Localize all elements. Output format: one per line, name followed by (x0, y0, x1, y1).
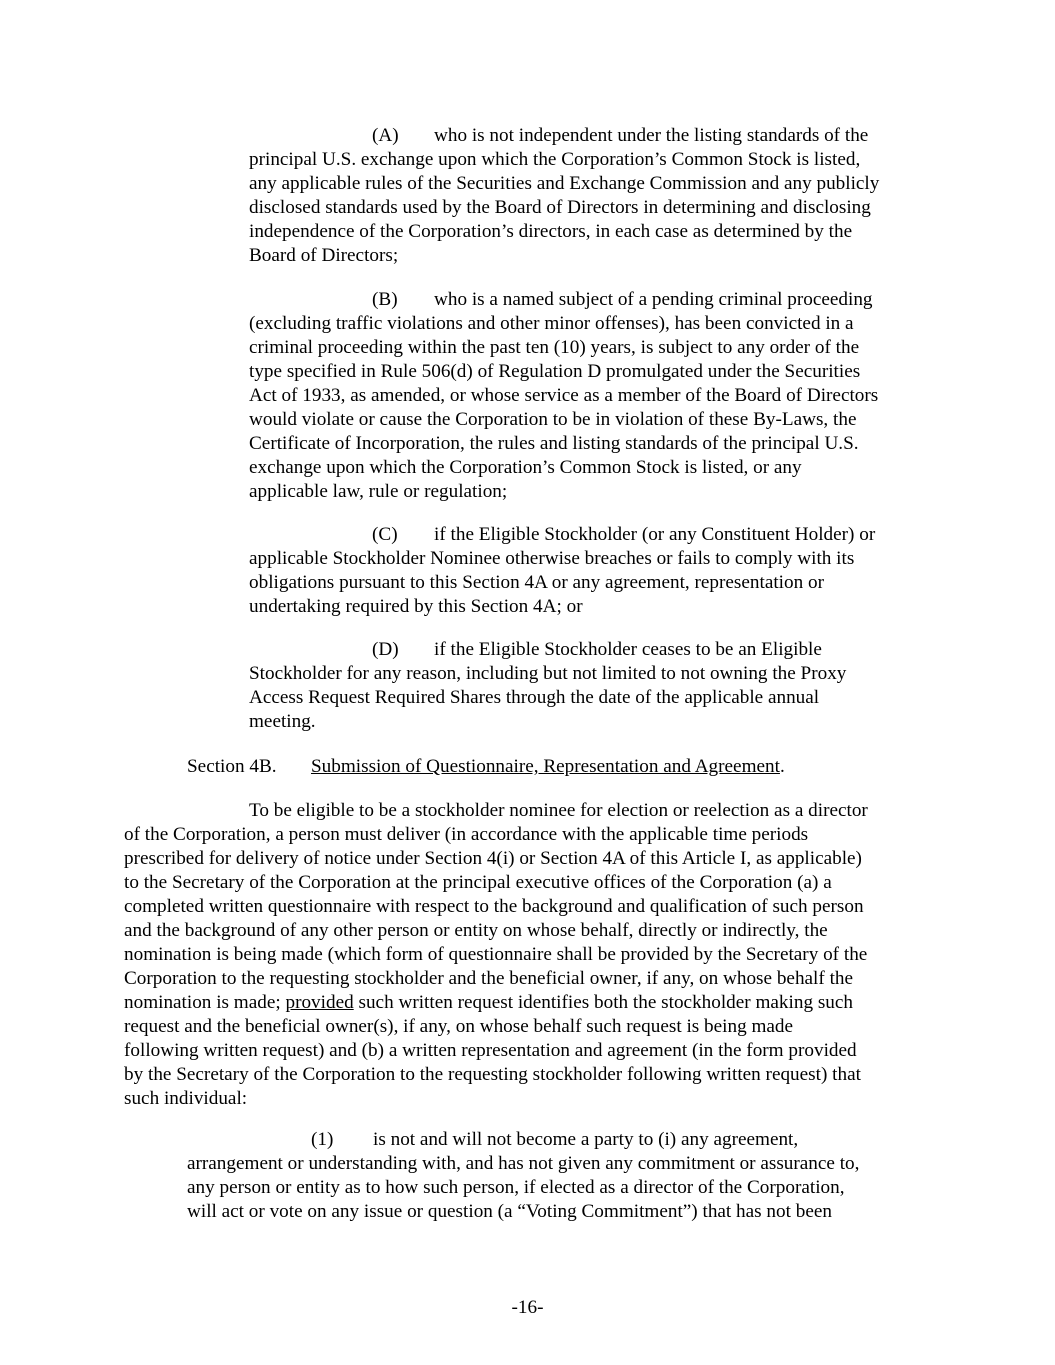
clause-a-marker: (A) (372, 125, 399, 146)
clause-d (249, 638, 949, 734)
clause-a-line: independence of the Corporation’s directors, in each case as determined by the (249, 221, 853, 242)
clause-b-line: criminal proceeding within the past ten (10) years, is subject to any order of the (249, 337, 860, 358)
clause-d-line: if the Eligible Stockholder ceases to be an Eligible (434, 639, 822, 660)
clause-b-first-line (249, 288, 949, 312)
item-1-line: is not and will not become a party to (i) any agreement, (373, 1129, 799, 1150)
clause-a (249, 124, 949, 268)
provided-line-prefix: nomination is made; (124, 992, 286, 1013)
clause-a-line: Board of Directors; (249, 245, 399, 266)
main-paragraph-line: To be eligible to be a stockholder nominee for election or reelection as a director (249, 800, 868, 821)
clause-c (249, 523, 949, 619)
item-1-line: arrangement or understanding with, and has not given any commitment or assurance to, (187, 1153, 860, 1174)
main-paragraph-line: and the background of any other person or entity on whose behalf, directly or indirectly, the (124, 920, 828, 941)
clause-c-line: if the Eligible Stockholder (or any Constituent Holder) or (434, 524, 876, 545)
clause-d-line: Access Request Required Shares through the date of the applicable annual (249, 687, 820, 708)
clause-b-line: who is a named subject of a pending criminal proceeding (434, 289, 873, 310)
clause-b (249, 288, 949, 504)
clause-c-line: applicable Stockholder Nominee otherwise breaches or fails to comply with its (249, 548, 855, 569)
clause-a-line: principal U.S. exchange upon which the Corporation’s Common Stock is listed, (249, 149, 861, 170)
item-1-first-line (187, 1128, 947, 1152)
clause-d-first-line (249, 638, 949, 662)
clause-c-line: obligations pursuant to this Section 4A or any agreement, representation or (249, 572, 824, 593)
clause-b-line: Certificate of Incorporation, the rules and listing standards of the principal U.S. (249, 433, 859, 454)
section-heading (187, 755, 947, 779)
main-paragraph-line: request and the beneficial owner(s), if any, on whose behalf such request is being made (124, 1016, 794, 1037)
clause-a-first-line (249, 124, 949, 148)
main-paragraph-line: by the Secretary of the Corporation to the requesting stockholder following written request) that (124, 1064, 861, 1085)
main-paragraph-provided-line (124, 991, 944, 1015)
main-paragraph-line: Corporation to the requesting stockholder and the beneficial owner, if any, on whose behalf the (124, 968, 854, 989)
clause-a-line: any applicable rules of the Securities and Exchange Commission and any publicly (249, 173, 880, 194)
main-paragraph-line: of the Corporation, a person must deliver (in accordance with the applicable time periods (124, 824, 809, 845)
page-number: -16- (511, 1297, 544, 1318)
provided-word: provided (285, 992, 354, 1013)
main-paragraph (124, 799, 944, 1111)
section-heading-line (187, 755, 947, 779)
clause-c-marker: (C) (372, 524, 398, 545)
clause-b-line: (excluding traffic violations and other minor offenses), has been convicted in a (249, 313, 854, 334)
clause-d-line: meeting. (249, 711, 316, 732)
main-paragraph-line: completed written questionnaire with respect to the background and qualification of such person (124, 896, 864, 917)
main-paragraph-line: such individual: (124, 1088, 248, 1109)
main-paragraph-line: nomination is being made (which form of questionnaire shall be provided by the Secretary of the (124, 944, 868, 965)
section-number: Section 4B. (187, 756, 277, 777)
clause-b-line: Act of 1933, as amended, or whose service as a member of the Board of Directors (249, 385, 879, 406)
clause-d-line: Stockholder for any reason, including but not limited to not owning the Proxy (249, 663, 847, 684)
section-title-period: . (779, 756, 785, 777)
clause-b-line: exchange upon which the Corporation’s Common Stock is listed, or any (249, 457, 802, 478)
clause-a-line: who is not independent under the listing standards of the (434, 125, 869, 146)
clause-c-first-line (249, 523, 949, 547)
clause-b-marker: (B) (372, 289, 398, 310)
provided-line-suffix: such written request identifies both the stockholder making such (353, 992, 853, 1013)
clause-b-line: type specified in Rule 506(d) of Regulation D promulgated under the Securities (249, 361, 861, 382)
main-paragraph-line: to the Secretary of the Corporation at the principal executive offices of the Corporation (a) a (124, 872, 832, 893)
item-1 (187, 1128, 947, 1224)
clause-c-line: undertaking required by this Section 4A; or (249, 596, 583, 617)
clause-b-line: would violate or cause the Corporation to be in violation of these By-Laws, the (249, 409, 857, 430)
main-paragraph-line: prescribed for delivery of notice under Section 4(i) or Section 4A of this Article I, as applicable) (124, 848, 862, 869)
clause-b-line: applicable law, rule or regulation; (249, 481, 508, 502)
item-1-line: will act or vote on any issue or question (a “Voting Commitment”) that has not been (187, 1201, 832, 1222)
section-title: Submission of Questionnaire, Representation and Agreement (311, 756, 780, 777)
item-1-marker: (1) (311, 1129, 334, 1150)
main-paragraph-line: following written request) and (b) a written representation and agreement (in the form provided (124, 1040, 857, 1061)
item-1-line: any person or entity as to how such person, if elected as a director of the Corporation, (187, 1177, 845, 1198)
clause-d-marker: (D) (372, 639, 399, 660)
clause-a-line: disclosed standards used by the Board of Directors in determining and disclosing (249, 197, 871, 218)
